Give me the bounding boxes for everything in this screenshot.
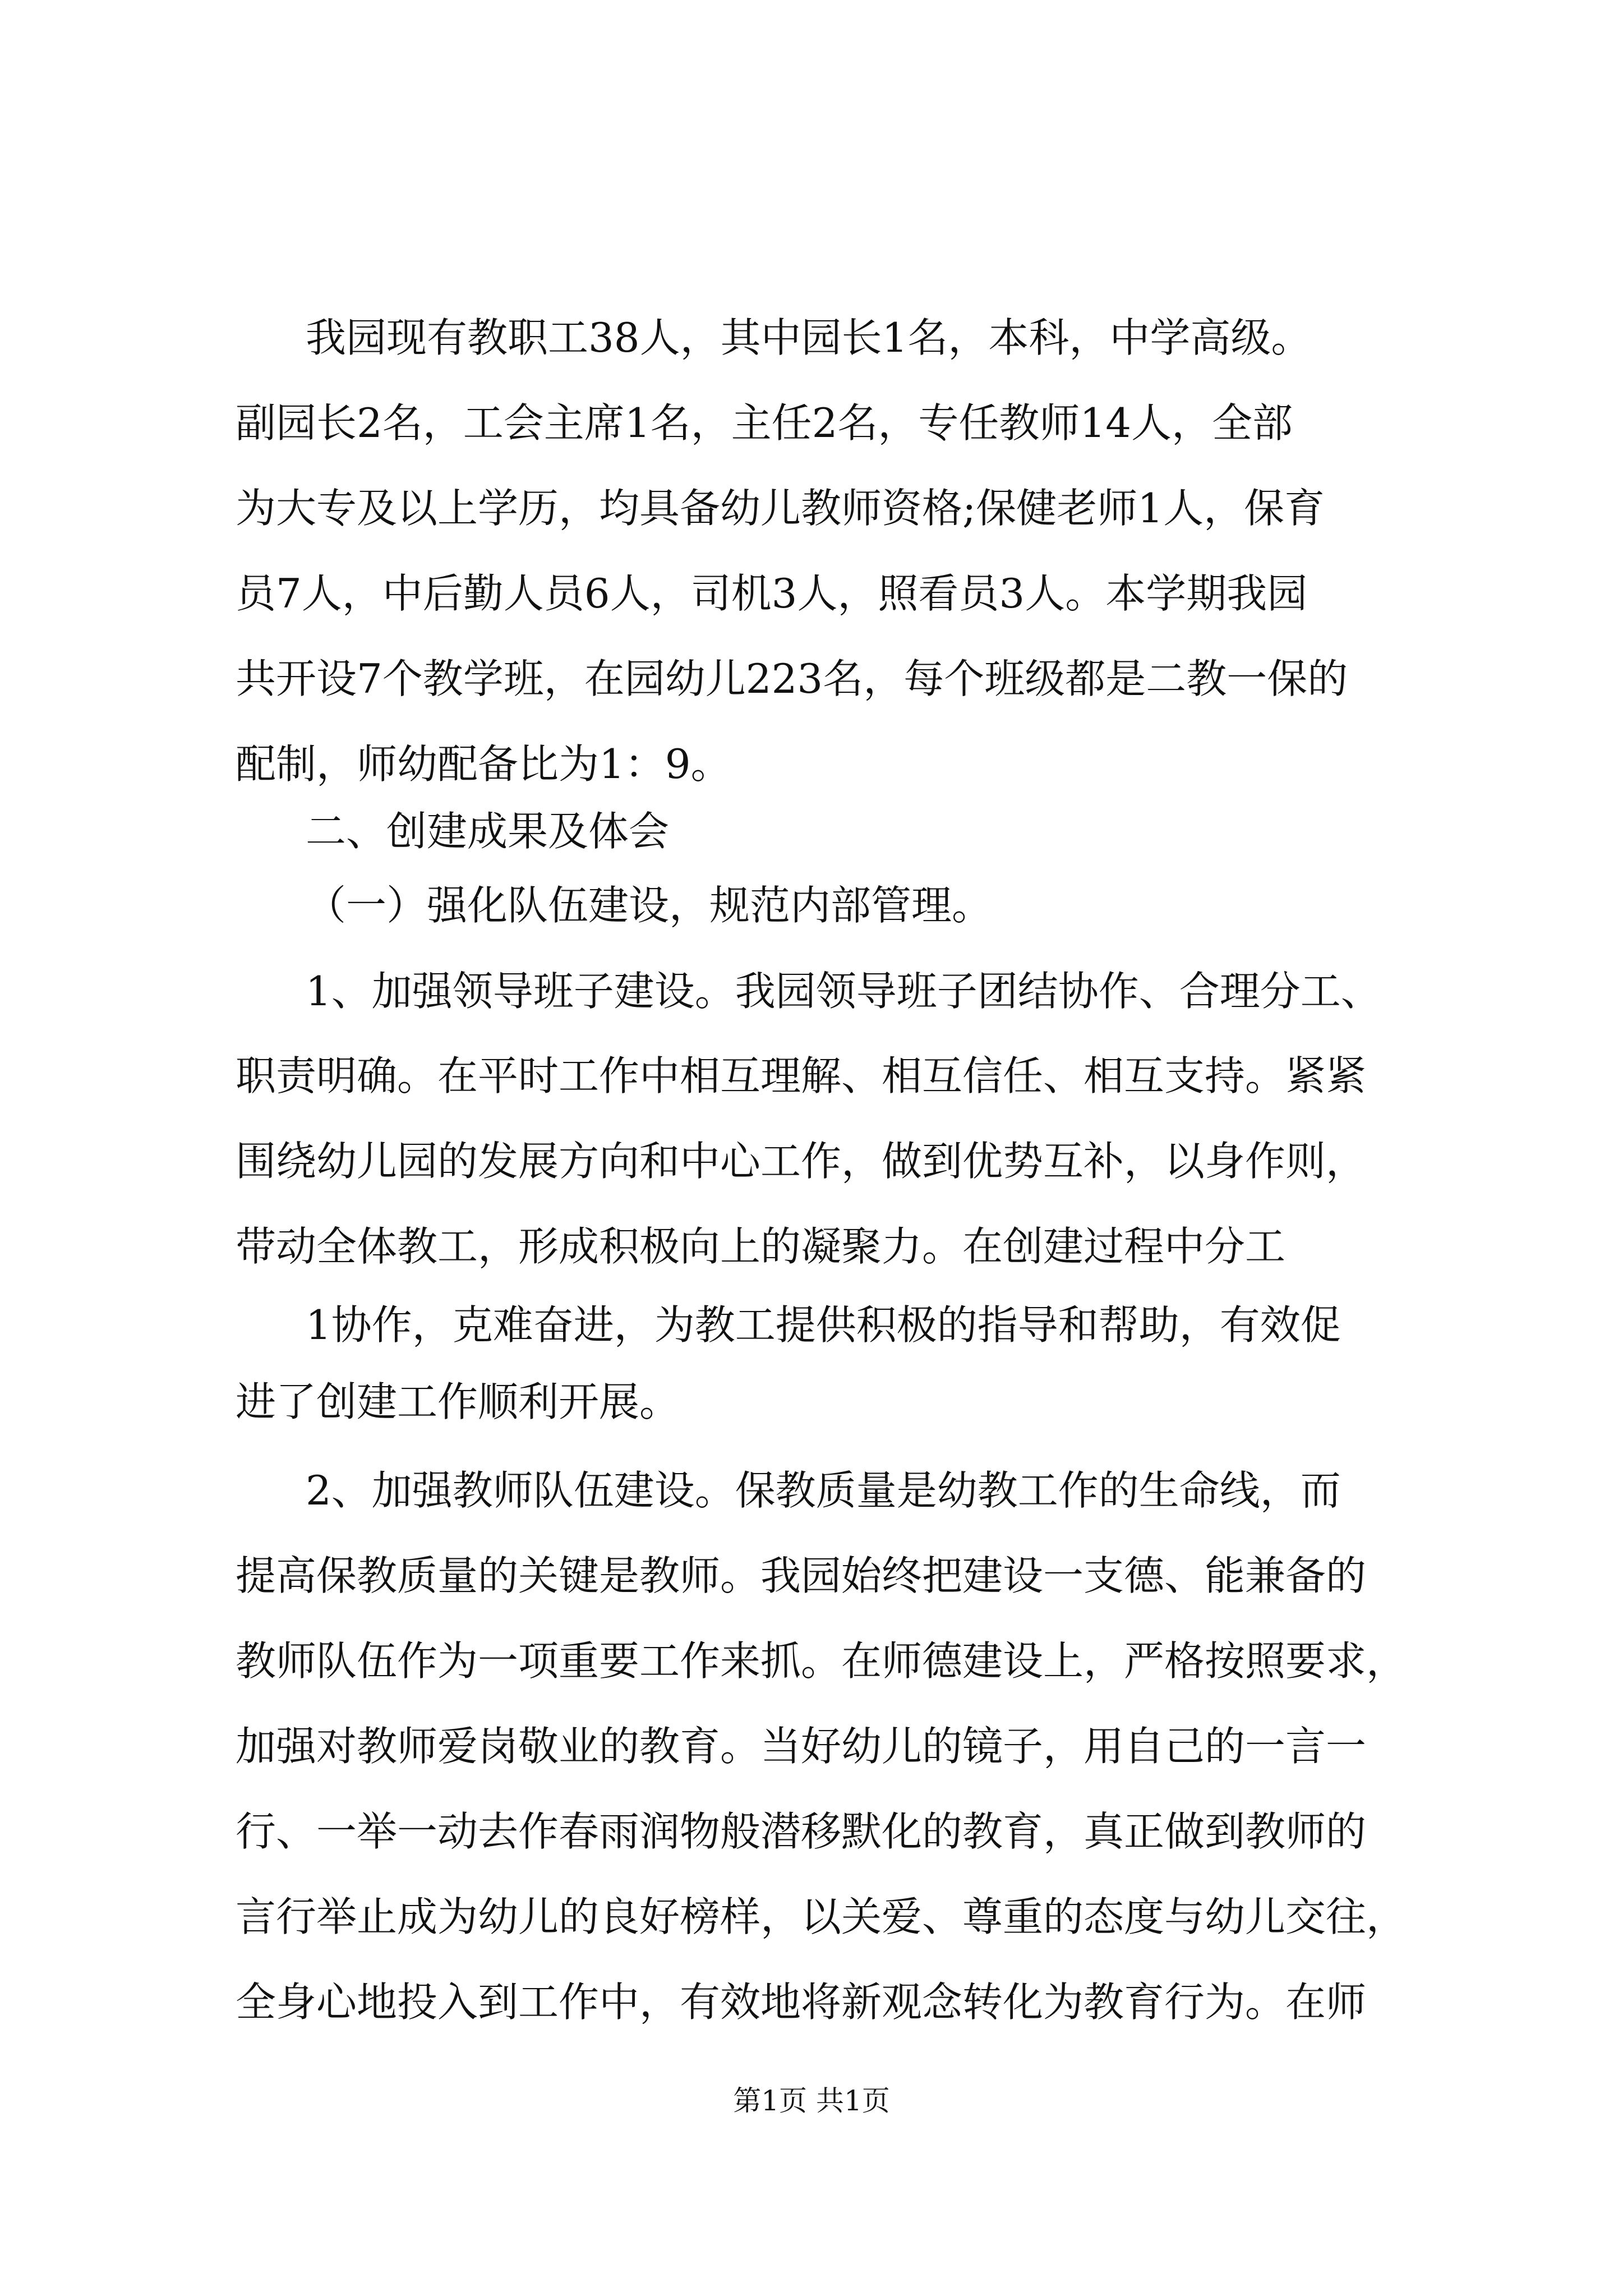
text-line-12: 带动全体教工，形成积极向上的凝聚力。在创建过程中分工 xyxy=(236,1223,1286,1270)
text-line-16: 提高保教质量的关键是教师。我园始终把建设一支德、能兼备的 xyxy=(236,1552,1367,1599)
text-line-13: 1协作，克难奋进，为教工提供积极的指导和帮助，有效促 xyxy=(306,1301,1341,1349)
text-line-1: 我园现有教职工38人，其中园长1名，本科，中学高级。 xyxy=(306,314,1312,361)
text-line-21: 全身心地投入到工作中，有效地将新观念转化为教育行为。在师 xyxy=(236,1978,1367,2026)
text-line-4: 员7人，中后勤人员6人，司机3人，照看员3人。本学期我园 xyxy=(236,570,1308,617)
text-line-14: 进了创建工作顺利开展。 xyxy=(236,1378,680,1425)
text-line-18: 加强对教师爱岗敬业的教育。当好幼儿的镜子，用自己的一言一 xyxy=(236,1723,1367,1770)
text-line-5: 共开设7个教学班，在园幼儿223名，每个班级都是二教一保的 xyxy=(236,655,1348,702)
text-line-2: 副园长2名，工会主席1名，主任2名，专任教师14人，全部 xyxy=(236,399,1293,447)
text-line-19: 行、一举一动去作春雨润物般潜移默化的教育，真正做到教师的 xyxy=(236,1808,1367,1855)
text-line-15: 2、加强教师队伍建设。保教质量是幼教工作的生命线，而 xyxy=(306,1467,1341,1514)
text-line-11: 围绕幼儿园的发展方向和中心工作，做到优势互补，以身作则， xyxy=(236,1138,1367,1185)
text-line-17: 教师队伍作为一项重要工作来抓。在师德建设上，严格按照要求， xyxy=(236,1637,1407,1685)
text-line-9: 1、加强领导班子建设。我园领导班子团结协作、合理分工、 xyxy=(306,968,1381,1015)
text-line-10: 职责明确。在平时工作中相互理解、相互信任、相互支持。紧紧 xyxy=(236,1052,1367,1099)
section-heading: 二、创建成果及体会 xyxy=(306,808,670,855)
subsection-heading: （一）强化队伍建设，规范内部管理。 xyxy=(306,882,993,929)
text-line-6: 配制，师幼配备比为1：9。 xyxy=(236,740,731,788)
page-footer: 第1页 共1页 xyxy=(733,2085,890,2117)
text-line-3: 为大专及以上学历，均具备幼儿教师资格;保健老师1人，保育 xyxy=(236,485,1325,532)
text-line-20: 言行举止成为幼儿的良好榜样，以关爱、尊重的态度与幼儿交往， xyxy=(236,1893,1407,1940)
